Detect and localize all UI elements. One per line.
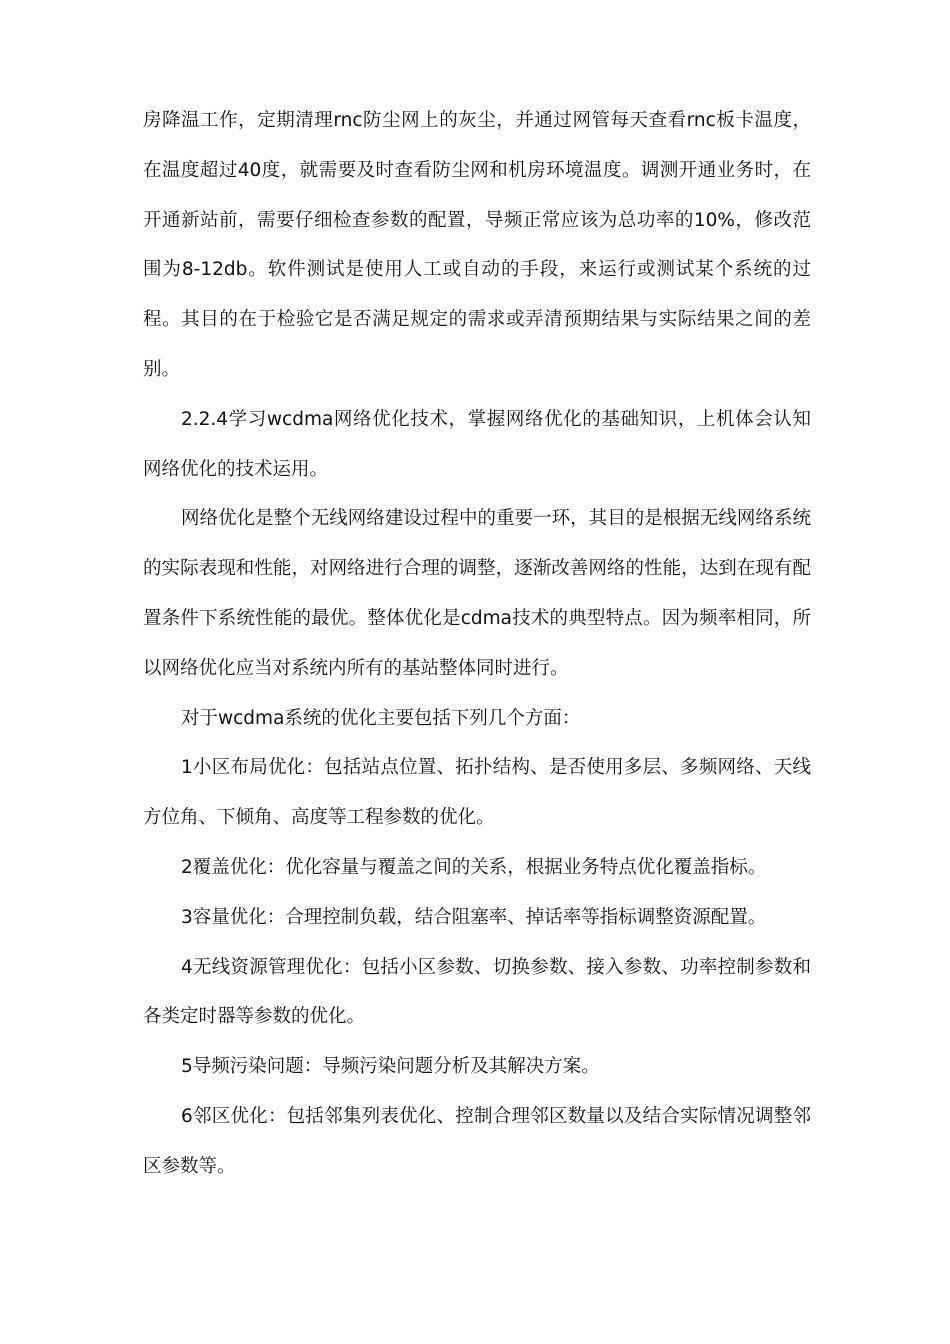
list-item-coverage: 2覆盖优化：优化容量与覆盖之间的关系，根据业务特点优化覆盖指标。: [181, 856, 767, 878]
paragraph-continuation: 房降温工作，定期清理rnc防尘网上的灰尘，并通过网管每天查看rnc板卡温度，在温度超过40度，就需要及时查看防尘网和机房环境温度。调测开通业务时，在开通新站前，需要仔细检查参数的配置，导频正常应该为总功率的10%，修改范围为8-12db。软件测试是使用人工或自动的手段，来运行或测试某个系统的过程。其目的在于检验它是否满足规定的需求或弄清预期结果与实际结果之间的差别。: [143, 110, 811, 380]
paragraph-list-intro: 对于wcdma系统的优化主要包括下列几个方面：: [181, 707, 581, 729]
paragraph-section-heading: 2.2.4学习wcdma网络优化技术，掌握网络优化的基础知识，上机体会认知网络优化的技术运用。: [143, 408, 811, 480]
list-item-pilot-pollution: 5导频污染问题：导频污染问题分析及其解决方案。: [181, 1056, 600, 1078]
list-item-cell-layout: 1小区布局优化：包括站点位置、拓扑结构、是否使用多层、多频网络、天线方位角、下倾角、高度等工程参数的优化。: [143, 757, 811, 829]
paragraph-network-optimization: 网络优化是整个无线网络建设过程中的重要一环，其目的是根据无线网络系统的实际表现和性能，对网络进行合理的调整，逐渐改善网络的性能，达到在现有配置条件下系统性能的最优。整体优化是cdma技术的典型特点。因为频率相同，所以网络优化应当对系统内所有的基站整体同时进行。: [143, 508, 811, 679]
list-item-radio-resource: 4无线资源管理优化：包括小区参数、切换参数、接入参数、功率控制参数和各类定时器等参数的优化。: [143, 956, 811, 1028]
document-body: [143, 96, 811, 1192]
list-item-capacity: 3容量优化：合理控制负载，结合阻塞率、掉话率等指标调整资源配置。: [181, 906, 767, 928]
list-item-neighbor-cell: 6邻区优化：包括邻集列表优化、控制合理邻区数量以及结合实际情况调整邻区参数等。: [143, 1105, 811, 1177]
